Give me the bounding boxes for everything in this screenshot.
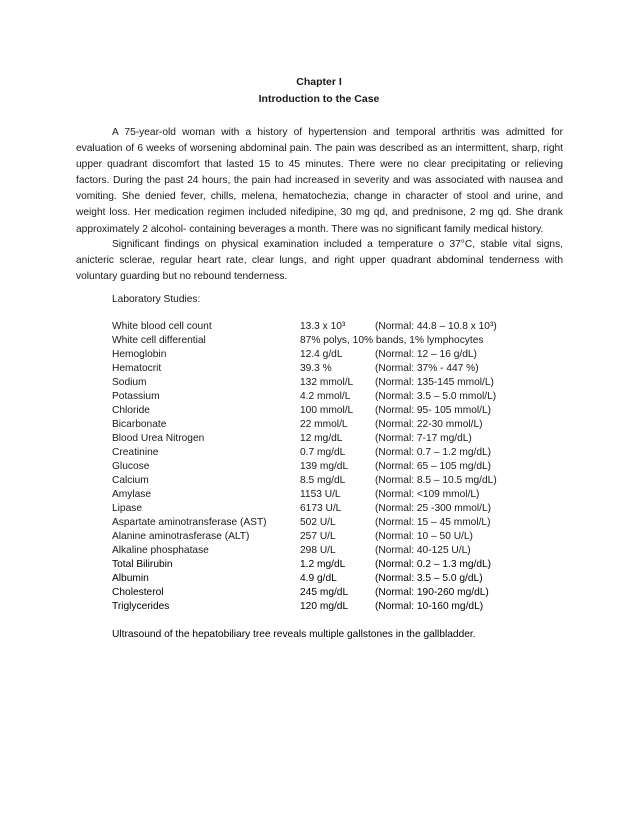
table-row bbox=[112, 460, 552, 474]
lab-normal-range: (Normal: 3.5 – 5.0 mmol/L) bbox=[375, 391, 497, 402]
lab-name: Glucose bbox=[112, 461, 150, 472]
lab-normal-range: (Normal: 40-125 U/L) bbox=[375, 545, 471, 556]
table-row bbox=[112, 586, 552, 600]
lab-name: Total Bilirubin bbox=[112, 559, 173, 570]
lab-name: Alkaline phosphatase bbox=[112, 545, 209, 556]
lab-normal-range: (Normal: 12 – 16 g/dL) bbox=[375, 349, 477, 360]
lab-value: 13.3 x 10³ bbox=[300, 321, 346, 332]
lab-name: Cholesterol bbox=[112, 587, 164, 598]
lab-value: 4.2 mmol/L bbox=[300, 391, 351, 402]
lab-value: 1.2 mg/dL bbox=[300, 559, 346, 570]
lab-normal-range: (Normal: 25 -300 mmol/L) bbox=[375, 503, 492, 514]
lab-normal-range: (Normal: 190-260 mg/dL) bbox=[375, 587, 489, 598]
table-row bbox=[112, 320, 552, 334]
lab-normal-range: (Normal: 135-145 mmol/L) bbox=[375, 377, 494, 388]
lab-value: 502 U/L bbox=[300, 517, 336, 528]
lab-normal-range: (Normal: <109 mmol/L) bbox=[375, 489, 480, 500]
lab-value: 100 mmol/L bbox=[300, 405, 354, 416]
lab-normal-range: (Normal: 95- 105 mmol/L) bbox=[375, 405, 492, 416]
lab-studies-title: Laboratory Studies: bbox=[112, 294, 201, 305]
lab-value: 4.9 g/dL bbox=[300, 573, 337, 584]
lab-normal-range: (Normal: 37% - 447 %) bbox=[375, 363, 479, 374]
lab-normal-range: (Normal: 44.8 – 10.8 x 10³) bbox=[375, 321, 497, 332]
physical-exam-paragraph: Significant findings on physical examination included a temperature o 37°C, stable vital signs, anicteric sclerae, regular heart rate, clear lungs, and right upper quadrant abdominal tenderness with voluntary guarding but no rebound tenderness. bbox=[76, 239, 563, 283]
lab-value: 257 U/L bbox=[300, 531, 336, 542]
lab-name: Creatinine bbox=[112, 447, 159, 458]
lab-name: Alanine aminotrasferase (ALT) bbox=[112, 531, 250, 542]
table-row bbox=[112, 502, 552, 516]
lab-name: Amylase bbox=[112, 489, 152, 500]
table-row bbox=[112, 362, 552, 376]
lab-normal-range: (Normal: 10-160 mg/dL) bbox=[375, 601, 484, 612]
lab-normal-range: (Normal: 7-17 mg/dL) bbox=[375, 433, 472, 444]
table-row bbox=[112, 334, 552, 348]
lab-name: Calcium bbox=[112, 475, 149, 486]
case-history-paragraph: A 75-year-old woman with a history of hypertension and temporal arthritis was admitted for evaluation of 6 weeks of worsening abdominal pain. The pain was described as an intermittent, sharp, right upper quadrant discomfort that lasted 15 to 45 minutes. There were no clear precipitating or relieving factors. During the past 24 hours, the pain had increased in severity and was associated with nausea and vomiting. She denied fever, chills, melena, hematochezia, change in character of stool and urine, and weight loss. Her medication regimen included nifedipine, 30 mg qd, and prednisone, 2 mg qd. She drank approximately 2 alcohol- containing beverages a month. There was no significant family medical history. bbox=[76, 127, 563, 235]
lab-value: 12 mg/dL bbox=[300, 433, 343, 444]
lab-value: 120 mg/dL bbox=[300, 601, 349, 612]
table-row bbox=[112, 572, 552, 586]
lab-value: 298 U/L bbox=[300, 545, 336, 556]
lab-normal-range: (Normal: 8.5 – 10.5 mg/dL) bbox=[375, 475, 497, 486]
lab-value: 6173 U/L bbox=[300, 503, 342, 514]
chapter-number: Chapter I bbox=[296, 76, 342, 88]
lab-name: Sodium bbox=[112, 377, 147, 388]
table-row bbox=[112, 544, 552, 558]
lab-name: Chloride bbox=[112, 405, 150, 416]
lab-name: Bicarbonate bbox=[112, 419, 167, 430]
lab-normal-range: (Normal: 15 – 45 mmol/L) bbox=[375, 517, 491, 528]
lab-value: 12.4 g/dL bbox=[300, 349, 343, 360]
lab-name: White cell differential bbox=[112, 335, 206, 346]
lab-value: 1153 U/L bbox=[300, 489, 341, 500]
lab-value: 0.7 mg/dL bbox=[300, 447, 346, 458]
lab-value: 8.5 mg/dL bbox=[300, 475, 346, 486]
lab-value: 87% polys, 10% bands, 1% lymphocytes bbox=[300, 335, 484, 346]
lab-name: Blood Urea Nitrogen bbox=[112, 433, 205, 444]
table-row bbox=[112, 488, 552, 502]
table-row bbox=[112, 600, 552, 614]
lab-name: Triglycerides bbox=[112, 601, 170, 612]
table-row bbox=[112, 446, 552, 460]
lab-name: White blood cell count bbox=[112, 321, 212, 332]
lab-name: Albumin bbox=[112, 573, 149, 584]
lab-value: 139 mg/dL bbox=[300, 461, 349, 472]
lab-name: Hemoglobin bbox=[112, 349, 167, 360]
lab-value: 245 mg/dL bbox=[300, 587, 349, 598]
table-row bbox=[112, 558, 552, 572]
lab-normal-range: (Normal: 22-30 mmol/L) bbox=[375, 419, 483, 430]
lab-name: Hematocrit bbox=[112, 363, 162, 374]
lab-normal-range: (Normal: 65 – 105 mg/dL) bbox=[375, 461, 492, 472]
table-row bbox=[112, 418, 552, 432]
lab-value: 132 mmol/L bbox=[300, 377, 354, 388]
table-row bbox=[112, 376, 552, 390]
table-row bbox=[112, 530, 552, 544]
table-row bbox=[112, 432, 552, 446]
table-row bbox=[112, 474, 552, 488]
lab-normal-range: (Normal: 0.2 – 1.3 mg/dL) bbox=[375, 559, 492, 570]
lab-name: Potassium bbox=[112, 391, 160, 402]
lab-name: Lipase bbox=[112, 503, 143, 514]
lab-normal-range: (Normal: 10 – 50 U/L) bbox=[375, 531, 473, 542]
lab-value: 22 mmol/L bbox=[300, 419, 348, 430]
chapter-title: Introduction to the Case bbox=[258, 93, 380, 105]
table-row bbox=[112, 390, 552, 404]
lab-value: 39.3 % bbox=[300, 363, 332, 374]
lab-normal-range: (Normal: 3.5 – 5.0 g/dL) bbox=[375, 573, 483, 584]
lab-name: Aspartate aminotransferase (AST) bbox=[112, 517, 267, 528]
lab-results-table bbox=[112, 320, 552, 614]
table-row bbox=[112, 348, 552, 362]
table-row bbox=[112, 404, 552, 418]
ultrasound-finding: Ultrasound of the hepatobiliary tree reveals multiple gallstones in the gallbladder. bbox=[112, 629, 476, 640]
lab-normal-range: (Normal: 0.7 – 1.2 mg/dL) bbox=[375, 447, 492, 458]
table-row bbox=[112, 516, 552, 530]
